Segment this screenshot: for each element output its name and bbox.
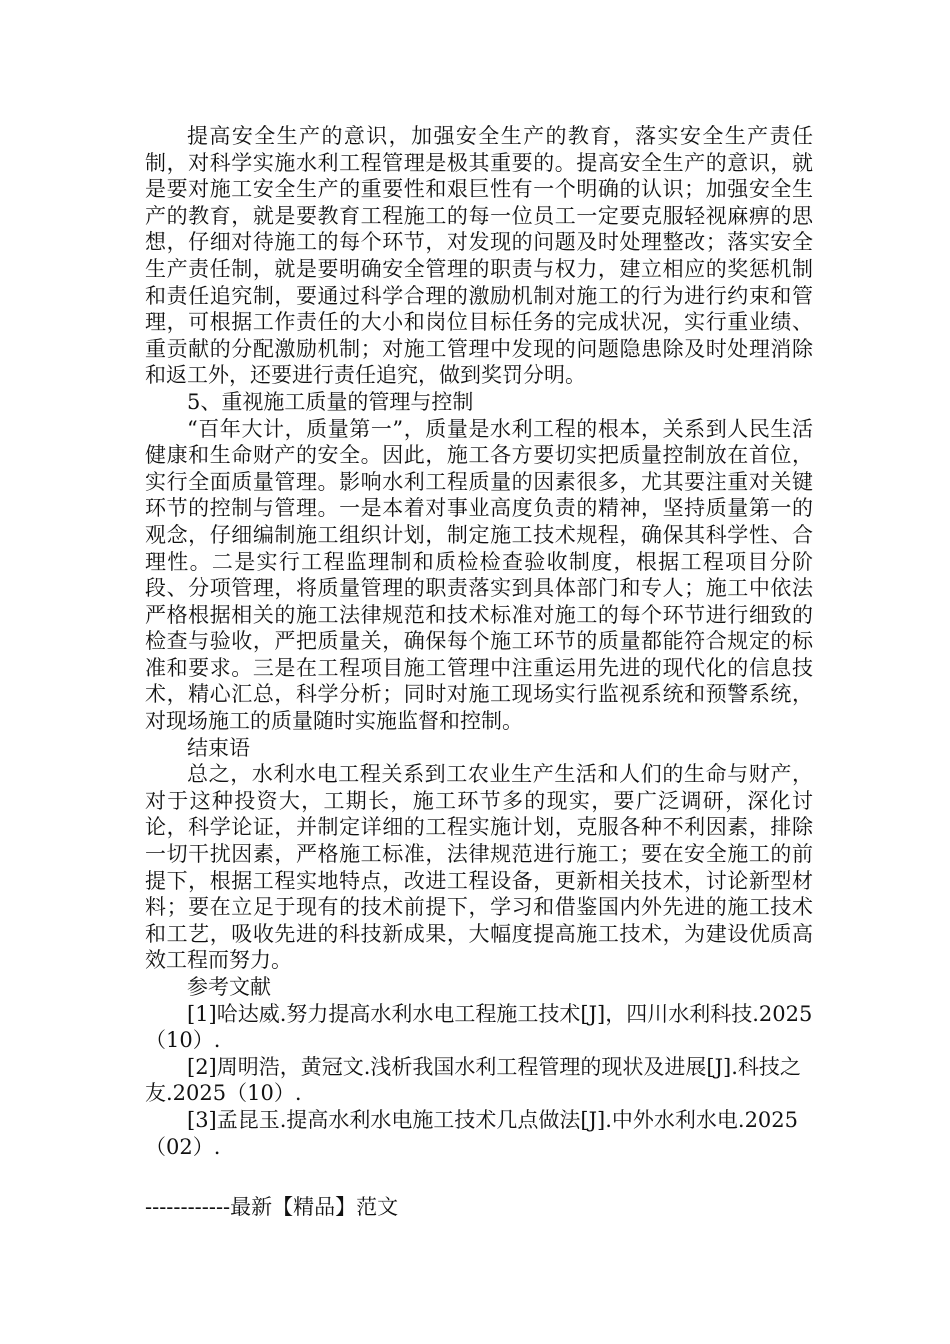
section-heading-conclusion: 结束语 (187, 735, 250, 760)
reference-item-1: [1]哈达威.努力提高水利水电工程施工技术[J]，四川水利科技.2025（10）. (145, 1001, 813, 1053)
section-heading-references: 参考文献 (187, 975, 271, 999)
reference-item-3: [3]孟昆玉.提高水利水电施工技术几点做法[J].中外水利水电.2025（02）. (145, 1107, 799, 1159)
reference-item-2: [2]周明浩，黄冠文.浅析我国水利工程管理的现状及进展[J].科技之友.2025（10）. (145, 1054, 801, 1106)
page-footer: ------------最新【精品】范文 (145, 1195, 399, 1219)
section-heading-quality: 5、重视施工质量的管理与控制 (187, 389, 474, 414)
paragraph-conclusion: 总之，水利水电工程关系到工农业生产生活和人们的生命与财产，对于这种投资大，工期长，施工环节多的现实，要广泛调研，深化讨论，科学论证，并制定详细的工程实施计划，克服各种不利因素，排除一切干扰因素，严格施工标准，法律规范进行施工；要在安全施工的前提下，根据工程实地特点，改进工程设备，更新相关技术，讨论新型材料；要在立足于现有的技术前提下，学习和借鉴国内外先进的施工技术和工艺，吸收先进的科技新成果，大幅度提高施工技术，为建设优质高效工程而努力。 (145, 762, 813, 973)
paragraph-safety-production: 提高安全生产的意识，加强安全生产的教育，落实安全生产责任制，对科学实施水利工程管理是极其重要的。提高安全生产的意识，就是要对施工安全生产的重要性和艰巨性有一个明确的认识；加强安全生产的教育，就是要教育工程施工的每一位员工一定要克服轻视麻痹的思想，仔细对待施工的每个环节，对发现的问题及时处理整改；落实安全生产责任制，就是要明确安全管理的职责与权力，建立相应的奖惩机制和责任追究制，要通过科学合理的激励机制对施工的行为进行约束和管理，可根据工作责任的大小和岗位目标任务的完成状况，实行重业绩、重贡献的分配激励机制；对施工管理中发现的问题隐患除及时处理消除和返工外，还要进行责任追究，做到奖罚分明。 (145, 124, 813, 388)
paragraph-quality-control: “百年大计，质量第一”，质量是水利工程的根本，关系到人民生活健康和生命财产的安全。因此，施工各方要切实把质量控制放在首位，实行全面质量管理。影响水利工程质量的因素很多，尤其要注重对关键环节的控制与管理。一是本着对事业高度负责的精神，坚持质量第一的观念，仔细编制施工组织计划，制定施工技术规程，确保其科学性、合理性。二是实行工程监理制和质检检查验收制度，根据工程项目分阶段、分项管理，将质量管理的职责落实到具体部门和专人；施工中依法严格根据相关的施工法律规范和技术标准对施工的每个环节进行细致的检查与验收，严把质量关，确保每个施工环节的质量都能符合规定的标准和要求。三是在工程项目施工管理中注重运用先进的现代化的信息技术，精心汇总，科学分析；同时对施工现场实行监视系统和预警系统，对现场施工的质量随时实施监督和控制。 (145, 416, 813, 734)
document-body (145, 123, 813, 1160)
